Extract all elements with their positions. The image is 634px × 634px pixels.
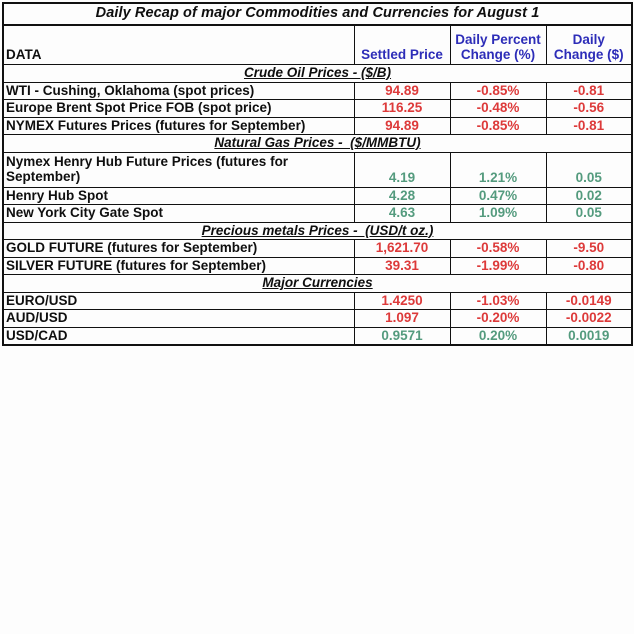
table-row-henry-hub-spot bbox=[3, 187, 632, 205]
section-row-natural-gas bbox=[3, 135, 632, 153]
table-row-usd-cad bbox=[3, 327, 632, 345]
daily-percent-change-value: 1.09% bbox=[450, 205, 546, 223]
row-label: USD/CAD bbox=[3, 327, 354, 345]
daily-change-value: -0.80 bbox=[546, 257, 632, 275]
daily-percent-change-value: -1.03% bbox=[450, 292, 546, 310]
daily-percent-change-value: -0.48% bbox=[450, 100, 546, 118]
row-label: AUD/USD bbox=[3, 310, 354, 328]
table-row-silver-future bbox=[3, 257, 632, 275]
settled-price-value: 94.89 bbox=[354, 117, 450, 135]
daily-change-value: -0.0022 bbox=[546, 310, 632, 328]
row-label: SILVER FUTURE (futures for September) bbox=[3, 257, 354, 275]
section-heading-crude-oil: Crude Oil Prices - ($/B) bbox=[243, 65, 392, 80]
row-label: GOLD FUTURE (futures for September) bbox=[3, 240, 354, 258]
daily-change-value: -0.56 bbox=[546, 100, 632, 118]
settled-price-value: 4.28 bbox=[354, 187, 450, 205]
table-row-ny-city-gate-spot bbox=[3, 205, 632, 223]
daily-change-value: 0.05 bbox=[546, 152, 632, 187]
title-row bbox=[3, 3, 632, 25]
table-row-wti bbox=[3, 82, 632, 100]
section-row-major-currencies bbox=[3, 275, 632, 293]
column-header-daily-percent-change: Daily Percent Change (%) bbox=[450, 25, 546, 65]
daily-change-value: -9.50 bbox=[546, 240, 632, 258]
settled-price-value: 39.31 bbox=[354, 257, 450, 275]
row-label: EURO/USD bbox=[3, 292, 354, 310]
settled-price-value: 4.63 bbox=[354, 205, 450, 223]
table-row-aud-usd bbox=[3, 310, 632, 328]
row-label: New York City Gate Spot bbox=[3, 205, 354, 223]
daily-change-value: 0.02 bbox=[546, 187, 632, 205]
table-row-euro-usd bbox=[3, 292, 632, 310]
daily-change-value: -0.81 bbox=[546, 117, 632, 135]
settled-price-value: 0.9571 bbox=[354, 327, 450, 345]
daily-percent-change-value: -0.85% bbox=[450, 82, 546, 100]
recap-table bbox=[2, 2, 633, 346]
row-label: WTI - Cushing, Oklahoma (spot prices) bbox=[3, 82, 354, 100]
table-row-nymex-henry-hub bbox=[3, 152, 632, 187]
column-header-data: DATA bbox=[3, 25, 354, 65]
settled-price-value: 116.25 bbox=[354, 100, 450, 118]
daily-percent-change-value: 1.21% bbox=[450, 152, 546, 187]
row-label: Europe Brent Spot Price FOB (spot price) bbox=[3, 100, 354, 118]
table-row-gold-future bbox=[3, 240, 632, 258]
row-label: Nymex Henry Hub Future Prices (futures for September) bbox=[3, 152, 354, 187]
settled-price-value: 4.19 bbox=[354, 152, 450, 187]
table-row-brent bbox=[3, 100, 632, 118]
settled-price-value: 94.89 bbox=[354, 82, 450, 100]
column-header-row bbox=[3, 25, 632, 65]
section-heading-precious-metals: Precious metals Prices - (USD/t oz.) bbox=[201, 222, 434, 238]
table-row-nymex-futures bbox=[3, 117, 632, 135]
daily-percent-change-value: -0.20% bbox=[450, 310, 546, 328]
daily-percent-change-value: -1.99% bbox=[450, 257, 546, 275]
section-row-crude-oil bbox=[3, 65, 632, 83]
page-title: Daily Recap of major Commodities and Currencies for August 1 bbox=[3, 3, 632, 25]
row-label: NYMEX Futures Prices (futures for September) bbox=[3, 117, 354, 135]
daily-percent-change-value: 0.20% bbox=[450, 327, 546, 345]
section-heading-major-currencies: Major Currencies bbox=[262, 275, 373, 291]
settled-price-value: 1,621.70 bbox=[354, 240, 450, 258]
column-header-daily-change: Daily Change ($) bbox=[546, 25, 632, 65]
settled-price-value: 1.4250 bbox=[354, 292, 450, 310]
daily-percent-change-value: -0.58% bbox=[450, 240, 546, 258]
settled-price-value: 1.097 bbox=[354, 310, 450, 328]
daily-percent-change-value: 0.47% bbox=[450, 187, 546, 205]
section-row-precious-metals bbox=[3, 222, 632, 240]
daily-change-value: 0.0019 bbox=[546, 327, 632, 345]
daily-change-value: 0.05 bbox=[546, 205, 632, 223]
column-header-settled-price: Settled Price bbox=[354, 25, 450, 65]
daily-percent-change-value: -0.85% bbox=[450, 117, 546, 135]
row-label: Henry Hub Spot bbox=[3, 187, 354, 205]
daily-change-value: -0.81 bbox=[546, 82, 632, 100]
daily-change-value: -0.0149 bbox=[546, 292, 632, 310]
section-heading-natural-gas: Natural Gas Prices - ($/MMBTU) bbox=[214, 135, 421, 151]
